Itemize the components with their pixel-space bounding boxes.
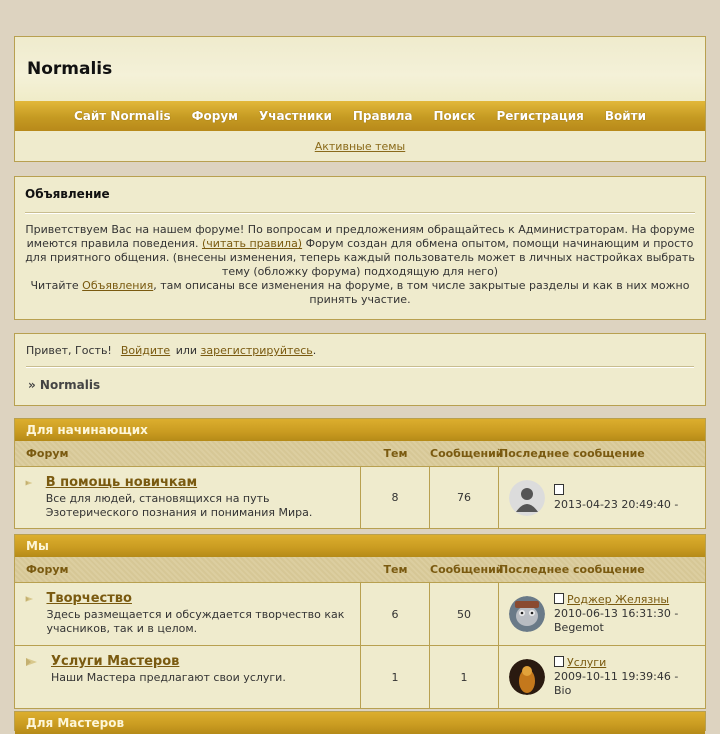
category-masters (14, 711, 706, 731)
col-forum: Форум (26, 563, 69, 576)
or-text: или (175, 344, 198, 357)
site-title: Normalis (15, 37, 705, 101)
sub-nav (15, 131, 705, 161)
post-icon[interactable] (554, 593, 564, 604)
last-post-cell (499, 646, 705, 708)
last-post-date: 2009-10-11 19:39:46 - (554, 670, 679, 683)
avatar[interactable] (509, 596, 545, 632)
forum-link[interactable]: Творчество (46, 591, 132, 606)
col-last: Последнее сообщение (499, 563, 645, 576)
forum-link[interactable]: В помощь новичкам (45, 475, 198, 490)
topic-count: 1 (361, 646, 430, 708)
forum-cell (15, 583, 361, 645)
forum-cell (15, 467, 361, 528)
forum-cell (15, 646, 361, 708)
announcement-text-3: Читайте (30, 279, 79, 292)
announcement-box (14, 176, 706, 320)
divider (25, 212, 695, 214)
forum-read-icon (25, 656, 39, 668)
announcement-text-4: , там описаны все изменения на форуме, в том числе закрытые разделы и как в них можно принять участие. (153, 279, 690, 306)
nav-rules[interactable]: Правила (352, 109, 413, 123)
post-count: 50 (430, 583, 499, 645)
forum-read-icon (25, 477, 34, 489)
forum-row (15, 583, 705, 646)
category-we (14, 534, 706, 709)
post-count: 1 (430, 646, 499, 708)
period: . (312, 344, 317, 357)
nav-search[interactable]: Поиск (433, 109, 476, 123)
breadcrumb[interactable]: » Normalis (28, 378, 101, 392)
post-count: 76 (430, 467, 499, 528)
last-post-date: 2013-04-23 20:49:40 - (554, 497, 679, 511)
topic-count: 6 (361, 583, 430, 645)
avatar[interactable] (509, 659, 545, 695)
last-post-user: Begemot (554, 621, 604, 634)
category-title: Для Мастеров (15, 712, 705, 734)
nav-site[interactable]: Сайт Normalis (73, 109, 171, 123)
news-link[interactable]: Объявления (82, 279, 154, 292)
last-post-user: Bio (554, 684, 572, 697)
forum-row (15, 467, 705, 528)
post-icon[interactable] (554, 484, 564, 495)
nav-register[interactable]: Регистрация (496, 109, 584, 123)
col-forum: Форум (26, 447, 69, 460)
last-post-cell (499, 583, 705, 645)
active-topics-link[interactable]: Активные темы (314, 139, 406, 153)
nav-login[interactable]: Войти (604, 109, 647, 123)
login-link[interactable]: Войдите (120, 344, 171, 357)
announcement-title: Объявление (25, 187, 110, 201)
register-link[interactable]: зарегистрируйтесь (200, 344, 313, 357)
post-icon[interactable] (554, 656, 564, 667)
welcome-box (14, 333, 706, 406)
main-nav (15, 101, 705, 131)
announcement-text-2: Форум создан для обмена опытом, помощи начинающим и просто для приятного общения. (внесены изменения, теперь каждый пользователь может в личных настройках выбрать тему (обложку форума) подходящую для него) (25, 237, 695, 278)
forum-read-icon (25, 593, 34, 605)
col-topics: Тем (383, 563, 408, 576)
welcome-line (26, 344, 694, 357)
greeting: Привет, Гость! (26, 344, 112, 357)
forum-description: Здесь размещается и обсуждается творчество как учасников, так и в целом. (46, 608, 345, 635)
topic-count: 8 (361, 467, 430, 528)
column-header (15, 441, 705, 467)
col-posts: Сообщений (430, 447, 504, 460)
forum-description: Наши Мастера предлагают свои услуги. (51, 671, 286, 684)
last-post-cell (499, 467, 705, 528)
category-title: Мы (15, 535, 705, 557)
nav-members[interactable]: Участники (258, 109, 332, 123)
col-posts: Сообщений (430, 563, 504, 576)
last-post-date: 2010-06-13 16:31:30 - (554, 607, 679, 620)
announcement-text-1: Приветствуем Вас на нашем форуме! По вопросам и предложениям обращайтесь к Администраторам. На форуме имеются правила поведения. (25, 223, 695, 250)
avatar (509, 480, 545, 516)
announcement-text (25, 223, 695, 307)
forum-description: Все для людей, становящихся на путь Эзотерического познания и понимания Мира. (45, 492, 313, 519)
col-last: Последнее сообщение (499, 447, 645, 460)
forum-row (15, 646, 705, 708)
col-topics: Тем (383, 447, 408, 460)
divider (26, 366, 694, 368)
category-title: Для начинающих (15, 419, 705, 441)
category-beginners (14, 418, 706, 529)
last-topic-link[interactable]: Услуги (567, 656, 607, 669)
column-header (15, 557, 705, 583)
nav-forum[interactable]: Форум (191, 109, 238, 123)
rules-link[interactable]: (читать правила) (202, 237, 303, 250)
forum-header (14, 36, 706, 162)
forum-link[interactable]: Услуги Мастеров (51, 654, 180, 669)
last-topic-link[interactable]: Роджер Желязны (567, 593, 670, 606)
